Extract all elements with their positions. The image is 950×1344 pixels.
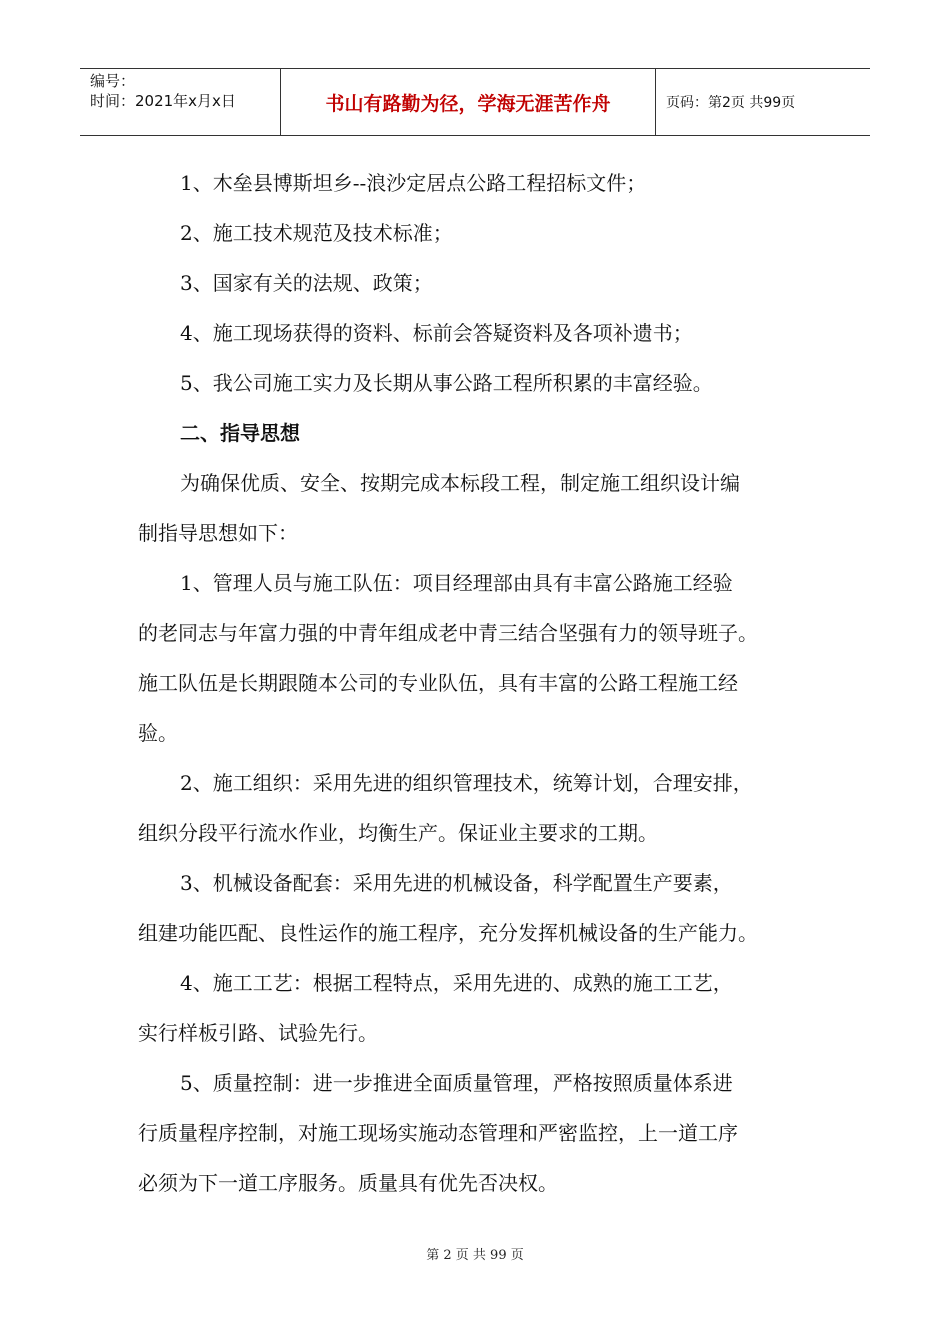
paragraph-line: 实行样板引路、试验先行。	[138, 1021, 378, 1045]
list-item: 2、施工技术规范及技术标准；	[180, 221, 453, 245]
paragraph-line: 组建功能匹配、良性运作的施工程序，充分发挥机械设备的生产能力。	[138, 921, 758, 945]
header-meta-cell	[80, 69, 281, 135]
paragraph-line: 必须为下一道工序服务。质量具有优先否决权。	[138, 1171, 558, 1195]
header-motto-cell	[281, 69, 656, 135]
paragraph-line: 行质量程序控制，对施工现场实施动态管理和严密监控，上一道工序	[138, 1121, 738, 1145]
page-info: 页码：第2页 共99页	[666, 95, 796, 111]
document-body	[138, 158, 828, 1208]
paragraph-line: 1、管理人员与施工队伍：项目经理部由具有丰富公路施工经验	[180, 571, 733, 595]
list-item: 3、国家有关的法规、政策；	[180, 271, 433, 295]
date-label: 时间：2021年x月x日	[90, 92, 236, 110]
paragraph-line: 4、施工工艺：根据工程特点，采用先进的、成熟的施工工艺，	[180, 971, 733, 995]
paragraph-line: 组织分段平行流水作业，均衡生产。保证业主要求的工期。	[138, 821, 658, 845]
paragraph-line: 施工队伍是长期跟随本公司的专业队伍，具有丰富的公路工程施工经	[138, 671, 738, 695]
paragraph-line: 验。	[138, 721, 178, 745]
paragraph-line: 制指导思想如下：	[138, 521, 298, 545]
list-item: 4、施工现场获得的资料、标前会答疑资料及各项补遗书；	[180, 321, 693, 345]
document-header	[80, 68, 870, 136]
footer-page-number: 第 2 页 共 99 页	[426, 1248, 524, 1263]
page-footer	[0, 1244, 950, 1263]
paragraph-line: 5、质量控制：进一步推进全面质量管理，严格按照质量体系进	[180, 1071, 733, 1095]
section-heading: 二、指导思想	[180, 421, 300, 445]
paragraph-line: 为确保优质、安全、按期完成本标段工程，制定施工组织设计编	[180, 471, 740, 495]
paragraph-line: 3、机械设备配套：采用先进的机械设备，科学配置生产要素，	[180, 871, 733, 895]
list-item: 5、我公司施工实力及长期从事公路工程所积累的丰富经验。	[180, 371, 713, 395]
number-label: 编号：	[90, 72, 136, 90]
list-item: 1、木垒县博斯坦乡--浪沙定居点公路工程招标文件；	[180, 171, 647, 195]
paragraph-line: 2、施工组织：采用先进的组织管理技术，统筹计划，合理安排，	[180, 771, 753, 795]
header-page-cell	[656, 69, 870, 135]
motto-text: 书山有路勤为径，学海无涯苦作舟	[325, 92, 611, 115]
paragraph-line: 的老同志与年富力强的中青年组成老中青三结合坚强有力的领导班子。	[138, 621, 758, 645]
